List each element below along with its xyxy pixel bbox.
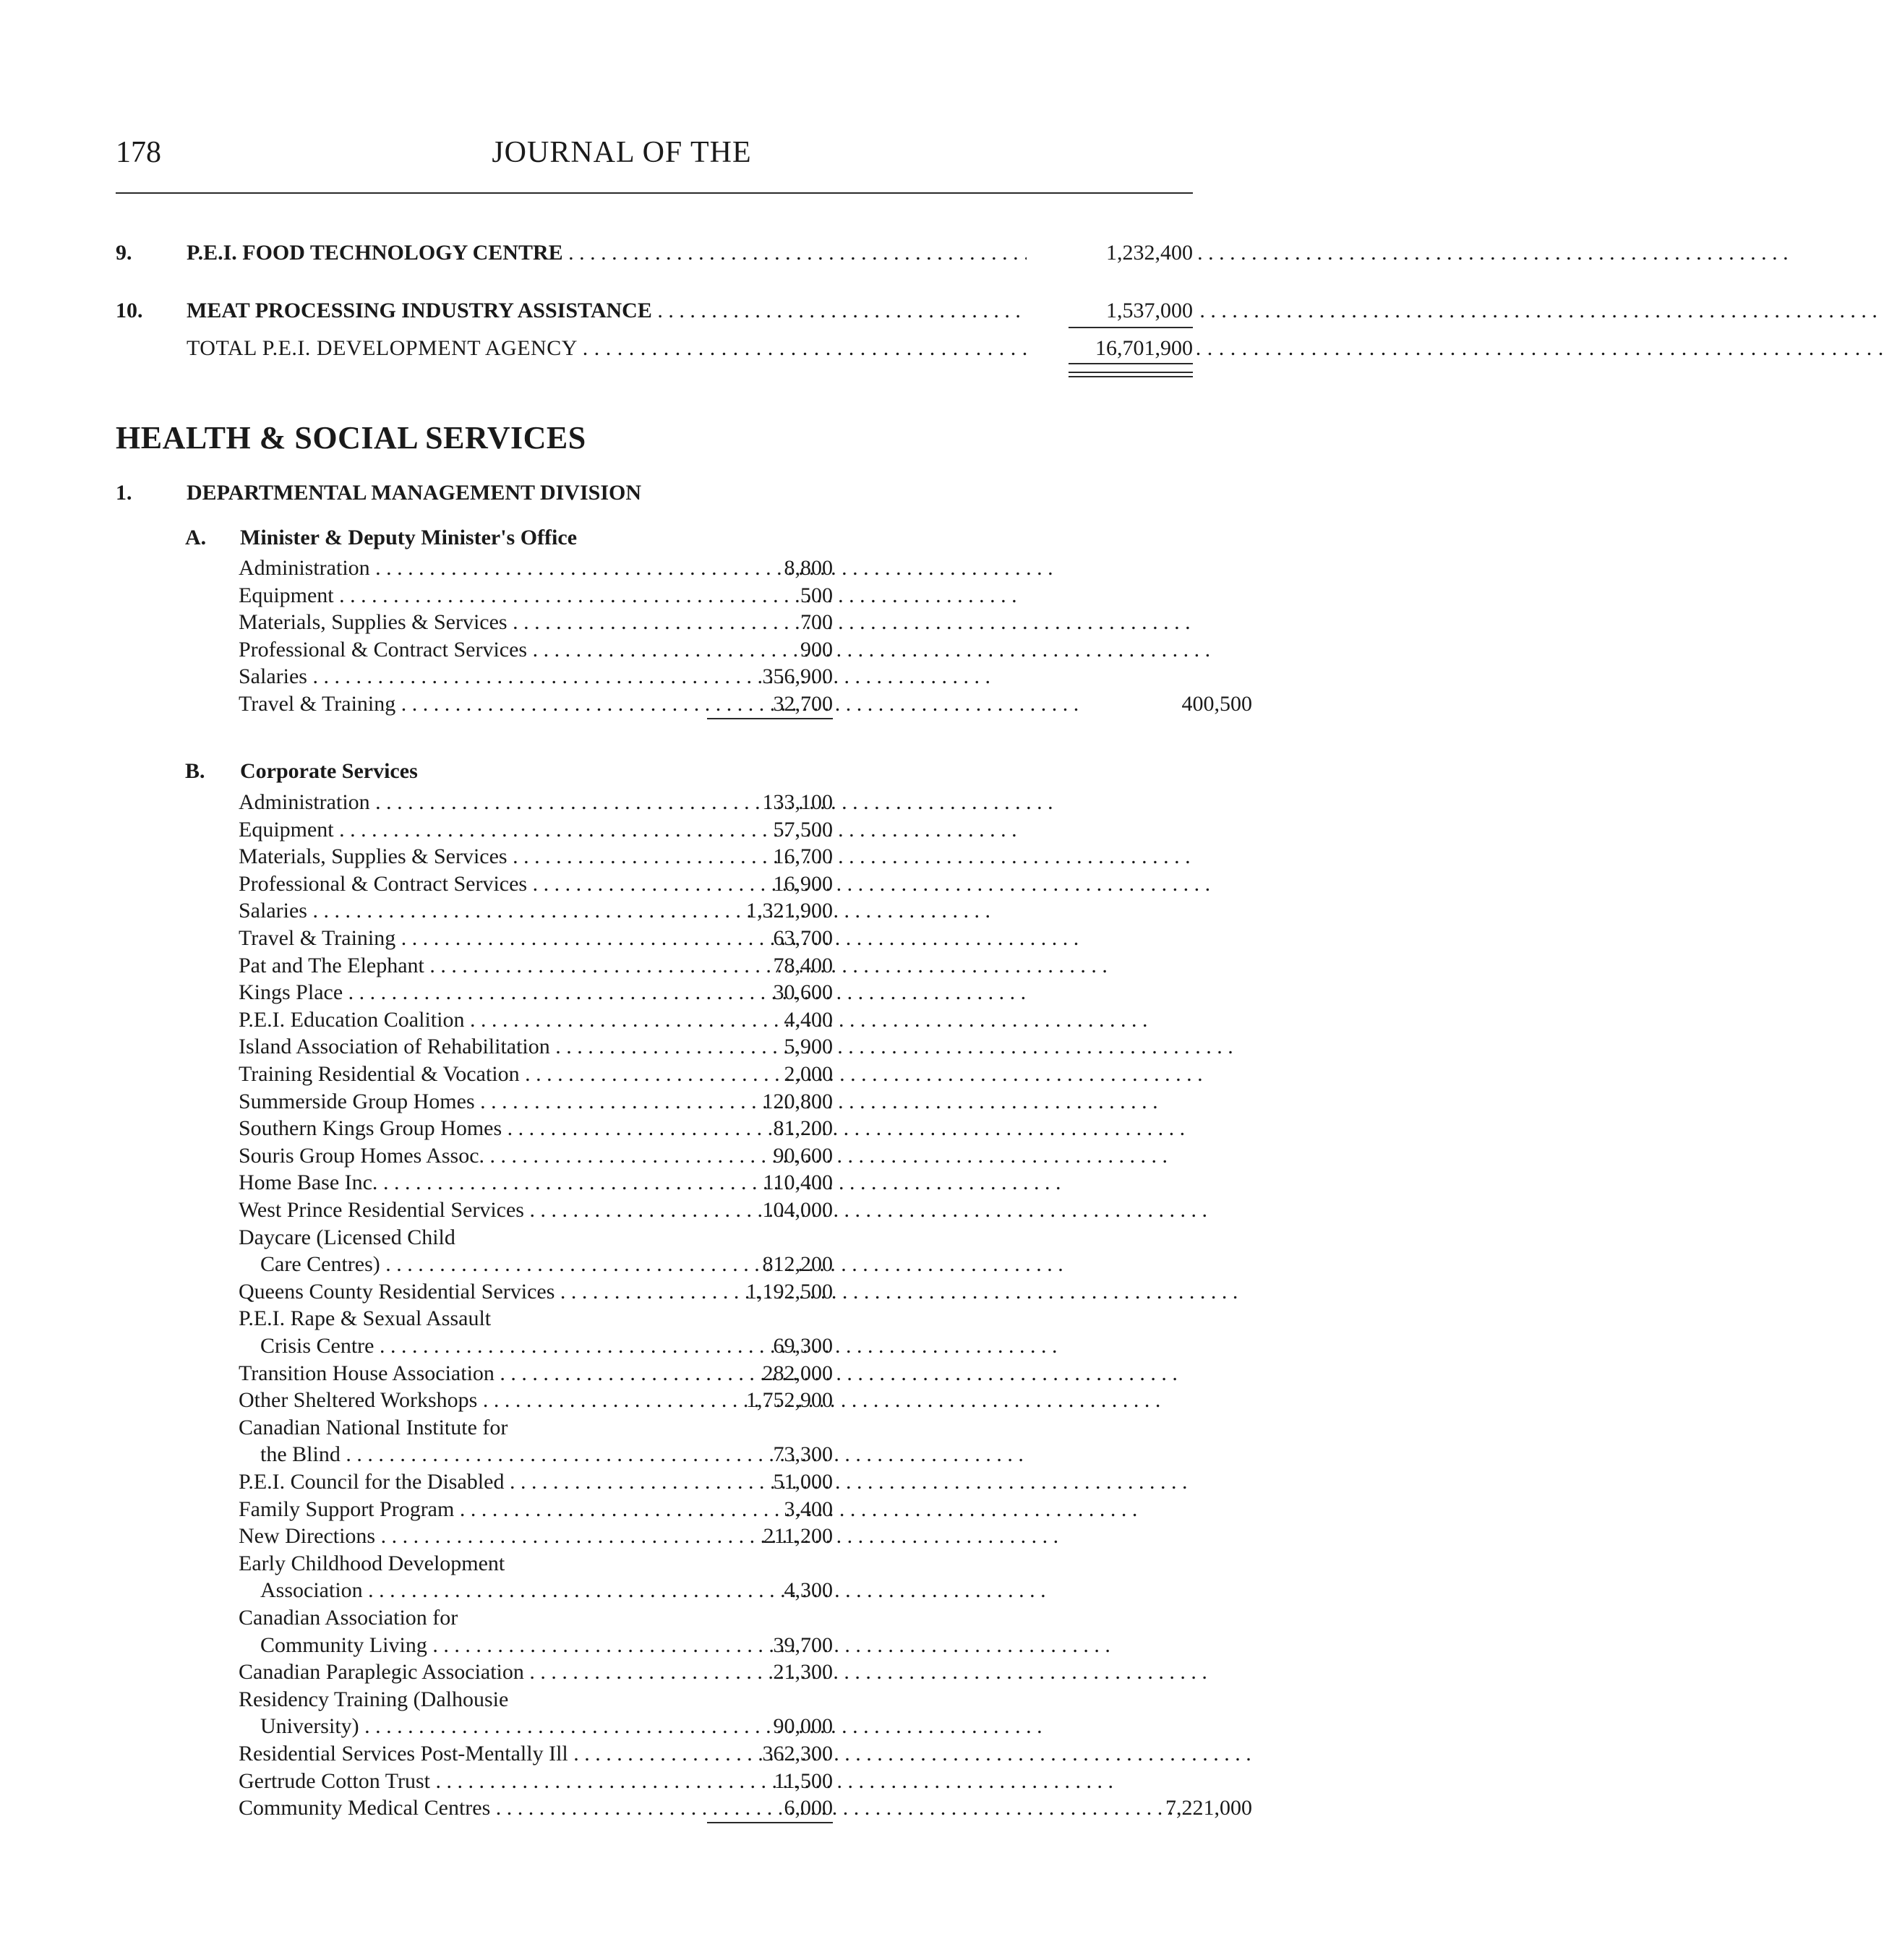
subsection-total: 400,500 (1181, 692, 1252, 716)
total-rule (1069, 372, 1193, 373)
line-item (239, 897, 962, 925)
line-item-label: Canadian Paraplegic Association . . . (239, 1659, 654, 1686)
line-item-label: Travel & Training . . . (239, 925, 654, 952)
line-item-amount: 30,600 (773, 980, 833, 1005)
line-item-amount: 5,900 (784, 1035, 833, 1059)
running-title: JOURNAL OF THE (492, 136, 752, 169)
line-item (239, 1224, 962, 1251)
line-item-label: Materials, Supplies & Services . . . (239, 843, 654, 870)
line-item-label: Administration . . . (239, 555, 654, 582)
line-item-label: Southern Kings Group Homes . . . (239, 1115, 654, 1142)
line-item-label: Transition House Association . . . (239, 1360, 654, 1387)
line-item (239, 1251, 962, 1278)
line-item-label: Community Medical Centres . . . (239, 1794, 654, 1822)
line-item-amount: 3,400 (784, 1497, 833, 1521)
line-item-amount: 57,500 (773, 817, 833, 842)
line-item-label: Salaries . . . (239, 897, 654, 925)
line-item (239, 609, 962, 636)
line-item-amount: 4,300 (784, 1578, 833, 1603)
line-item-label: Residential Services Post-Mentally Ill . . . (239, 1740, 654, 1768)
line-item (239, 816, 962, 844)
line-item (239, 1768, 962, 1795)
line-item-amount: 39,700 (773, 1632, 833, 1657)
line-item-label: Salaries . . . (239, 663, 654, 690)
subtotal-rule (707, 1822, 833, 1823)
line-item-amount: 104,000 (762, 1198, 833, 1222)
line-item-label: Professional & Contract Services . . . (239, 870, 654, 898)
line-item (239, 1088, 962, 1116)
line-item-label: Community Living . . . (260, 1632, 654, 1659)
line-item-amount: 900 (800, 637, 833, 662)
line-item-label: Souris Group Homes Assoc. . . . (239, 1142, 654, 1170)
total-rule (1069, 376, 1193, 377)
line-item-label: the Blind . . . (260, 1441, 654, 1468)
line-item (239, 1496, 962, 1523)
line-item-label: Summerside Group Homes . . . (239, 1088, 654, 1116)
line-item-amount: 69,300 (773, 1334, 833, 1358)
line-item-amount: 6,000 (784, 1796, 833, 1820)
line-item-label: Home Base Inc. . . . (239, 1169, 654, 1197)
line-item-label: Queens County Residential Services . . . (239, 1278, 654, 1306)
line-item (239, 1632, 962, 1659)
line-item-amount: 700 (800, 610, 833, 635)
line-item-label: P.E.I. Rape & Sexual Assault (239, 1306, 492, 1331)
agency-line-number: 10. (116, 299, 143, 322)
line-item-label: New Directions . . . (239, 1523, 654, 1550)
line-item (239, 636, 962, 664)
division-title: DEPARTMENTAL MANAGEMENT DIVISION (187, 481, 642, 505)
line-item (239, 1061, 962, 1088)
line-item-label: Care Centres) . . . (260, 1251, 654, 1278)
line-item-amount: 356,900 (762, 664, 833, 689)
line-item (239, 1523, 962, 1550)
line-item-amount: 110,400 (763, 1171, 833, 1195)
line-item-label: Gertrude Cotton Trust . . . (239, 1768, 654, 1795)
subsection-b-letter: B. (185, 759, 205, 783)
line-item-amount: 78,400 (773, 953, 833, 977)
line-item-label: Crisis Centre . . . (260, 1332, 654, 1360)
subtotal-rule (707, 718, 833, 719)
line-item-amount: 81,200 (773, 1116, 833, 1141)
total-rule (1069, 363, 1193, 364)
line-item-label: Other Sheltered Workshops . . . (239, 1387, 654, 1414)
line-item-amount: 16,900 (773, 871, 833, 896)
line-item (239, 1659, 962, 1686)
line-item (239, 690, 1252, 718)
line-item-amount: 812,200 (762, 1252, 833, 1277)
line-item-label: Administration . . . (239, 789, 654, 816)
line-item (239, 979, 962, 1006)
line-item-label: Daycare (Licensed Child (239, 1225, 455, 1249)
line-item-label: Canadian National Institute for (239, 1415, 508, 1439)
line-item (239, 843, 962, 870)
line-item-amount: 500 (800, 583, 833, 607)
subsection-b-title: Corporate Services (240, 759, 418, 783)
line-item (239, 789, 962, 816)
line-item (239, 870, 962, 898)
agency-line-label: P.E.I. FOOD TECHNOLOGY CENTRE . . . (187, 237, 1126, 269)
line-item (239, 1115, 962, 1142)
agency-line-amount: 1,232,400 (1048, 237, 1193, 269)
line-item-label: Equipment . . . (239, 816, 654, 844)
line-item-amount: 1,192,500 (746, 1279, 833, 1304)
line-item-label: Family Support Program . . . (239, 1496, 654, 1523)
line-item-amount: 4,400 (784, 1007, 833, 1032)
agency-line-label: TOTAL P.E.I. DEVELOPMENT AGENCY . . . (187, 333, 1126, 364)
line-item-amount: 16,700 (773, 844, 833, 869)
line-item-label: Early Childhood Development (239, 1551, 505, 1575)
line-item-label: West Prince Residential Services . . . (239, 1197, 654, 1224)
agency-line (116, 295, 1193, 327)
line-item-amount: 51,000 (773, 1470, 833, 1494)
page-number: 178 (116, 136, 161, 169)
line-item-label: Island Association of Rehabilitation . . . (239, 1033, 654, 1061)
line-item-label: Kings Place . . . (239, 979, 654, 1006)
agency-line-number: 9. (116, 241, 132, 265)
line-item-label: Canadian Association for (239, 1606, 458, 1630)
line-item-amount: 11,500 (774, 1768, 833, 1793)
subsection-a-title: Minister & Deputy Minister's Office (240, 526, 578, 549)
agency-line-amount: 16,701,900 (1048, 333, 1193, 364)
line-item-amount: 90,600 (773, 1143, 833, 1168)
total-rule (1069, 327, 1193, 328)
agency-line (116, 333, 1193, 364)
line-item (239, 1360, 962, 1387)
line-item-amount: 90,000 (773, 1714, 833, 1739)
line-item-amount: 73,300 (773, 1442, 833, 1467)
line-item (239, 1468, 962, 1496)
line-item-amount: 282,000 (762, 1361, 833, 1385)
line-item (239, 1006, 962, 1034)
agency-line-label: MEAT PROCESSING INDUSTRY ASSISTANCE . . . (187, 295, 1126, 327)
line-item (239, 1278, 962, 1306)
line-item-amount: 1,752,900 (746, 1388, 833, 1413)
line-item-amount: 21,300 (773, 1660, 833, 1685)
line-item (239, 1033, 962, 1061)
line-item (239, 1142, 962, 1170)
line-item-label: Professional & Contract Services . . . (239, 636, 654, 664)
line-item (239, 1305, 962, 1332)
line-item (239, 1686, 962, 1713)
line-item-amount: 1,321,900 (746, 899, 833, 923)
line-item (239, 1794, 1252, 1822)
line-item (239, 1332, 962, 1360)
section-title: HEALTH & SOCIAL SERVICES (116, 420, 586, 455)
agency-line-amount: 1,537,000 (1048, 295, 1193, 327)
line-item-label: P.E.I. Council for the Disabled . . . (239, 1468, 654, 1496)
line-item-label: Association . . . (260, 1577, 654, 1604)
line-item (239, 952, 962, 980)
line-item-label: University) . . . (260, 1713, 654, 1740)
subsection-total: 7,221,000 (1165, 1796, 1252, 1820)
line-item-amount: 211,200 (763, 1524, 833, 1549)
line-item-amount: 362,300 (762, 1742, 833, 1766)
line-item-label: Residency Training (Dalhousie (239, 1687, 509, 1711)
line-item (239, 1604, 962, 1632)
agency-line (116, 237, 1193, 269)
line-item (239, 1740, 962, 1768)
line-item-label: Equipment . . . (239, 582, 654, 609)
division-number: 1. (116, 481, 132, 505)
line-item (239, 582, 962, 609)
subsection-a-letter: A. (185, 526, 207, 549)
line-item-amount: 8,800 (784, 556, 833, 580)
line-item-amount: 63,700 (773, 926, 833, 950)
line-item-amount: 133,100 (762, 790, 833, 814)
line-item (239, 1414, 962, 1442)
line-item-amount: 120,800 (762, 1089, 833, 1113)
line-item-label: Training Residential & Vocation . . . (239, 1061, 654, 1088)
line-item (239, 1197, 962, 1224)
line-item-label: Pat and The Elephant . . . (239, 952, 654, 980)
line-item (239, 1550, 962, 1578)
line-item (239, 925, 962, 952)
header-rule (116, 192, 1193, 194)
line-item-label: Travel & Training . . . (239, 690, 654, 718)
line-item-amount: 32,700 (773, 692, 833, 716)
line-item-label: Materials, Supplies & Services . . . (239, 609, 654, 636)
line-item (239, 1577, 962, 1604)
line-item-amount: 2,000 (784, 1062, 833, 1086)
line-item (239, 1387, 962, 1414)
line-item (239, 1713, 962, 1740)
line-item (239, 663, 962, 690)
line-item (239, 555, 962, 582)
line-item (239, 1441, 962, 1468)
line-item (239, 1169, 962, 1197)
line-item-label: P.E.I. Education Coalition . . . (239, 1006, 654, 1034)
